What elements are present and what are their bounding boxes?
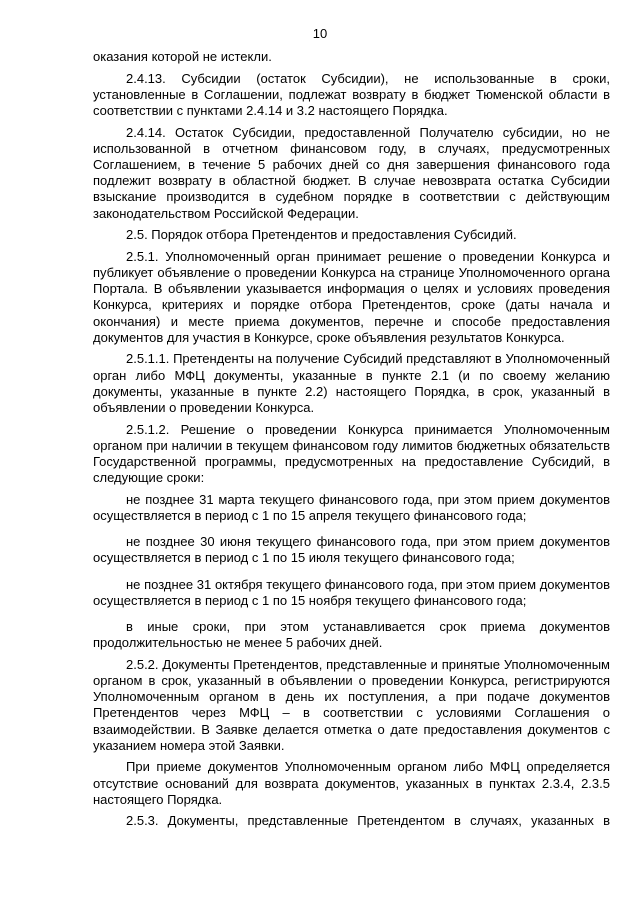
paragraph-2-5-1-1: 2.5.1.1. Претенденты на получение Субсидий представляют в Уполномоченный орган либо МФЦ документы, указанные в пункте 2.1 (и по своему желанию документы, указанные в пункте 2.2) настоящего Порядка, в срок, указанный в объявлении о проведении Конкурса. xyxy=(93,351,610,416)
paragraph-2-5-1: 2.5.1. Уполномоченный орган принимает решение о проведении Конкурса и публикует объявление о проведении Конкурса на странице Уполномоченного органа Портала. В объявлении указывается информация о целях и условиях проведения Конкурса, критериях и порядке отбора Претендентов, сроке (даты начала и окончания) и месте приема документов, перечне и способе предоставления документов для участия в Конкурсе, сроке объявления результатов Конкурса. xyxy=(93,248,610,345)
paragraph-continuation: оказания которой не истекли. xyxy=(93,49,272,64)
paragraph-term-june: не позднее 30 июня текущего финансового года, при этом прием документов осуществляется в период с 1 по 15 июля текущего финансового года; xyxy=(93,534,610,566)
paragraph-2-5-heading: 2.5. Порядок отбора Претендентов и предоставления Субсидий. xyxy=(126,227,517,243)
paragraph-term-march: не позднее 31 марта текущего финансового года, при этом прием документов осуществляется в период с 1 по 15 апреля текущего финансового года; xyxy=(93,491,610,524)
paragraph-2-4-13: 2.4.13. Субсидии (остаток Субсидии), не использованные в сроки, установленные в Соглашении, подлежат возврату в бюджет Тюменской области в соответствии с пунктами 2.4.14 и 3.2 настоящего Порядка. xyxy=(93,70,610,118)
document-body xyxy=(93,49,610,835)
page-number: 10 xyxy=(312,26,328,41)
paragraph-term-october: не позднее 31 октября текущего финансового года, при этом прием документов осуществляется в период с 1 по 15 ноября текущего финансового года; xyxy=(93,576,610,608)
paragraph-term-other: в иные сроки, при этом устанавливается срок приема документов продолжительностью не менее 5 рабочих дней. xyxy=(93,619,610,651)
paragraph-2-4-14: 2.4.14. Остаток Субсидии, предоставленной Получателю субсидии, но не использованной в отчетном финансовом году, в случаях, предусмотренных Соглашением, в течение 5 рабочих дней со дня завершения финансового года подлежит возврату в областной бюджет. В случае невозврата остатка Субсидии взыскание производится в судебном порядке в соответствии с действующим законодательством Российской Федерации. xyxy=(93,124,610,221)
paragraph-2-5-3: 2.5.3. Документы, представленные Претендентом в случаях, указанных в xyxy=(126,813,610,829)
paragraph-2-5-2: 2.5.2. Документы Претендентов, представленные и принятые Уполномоченным органом в срок, указанный в объявлении о проведении Конкурса, регистрируются Уполномоченным органом в день их поступления, а при подаче документов Претендентов через МФЦ – в соответствии с условиями Соглашения о взаимодействии. В Заявке делается отметка о дате предоставления документов с указанием номера этой Заявки. xyxy=(93,656,610,753)
paragraph-2-5-1-2: 2.5.1.2. Решение о проведении Конкурса принимается Уполномоченным органом при наличии в текущем финансовом году лимитов бюджетных обязательств Государственной программы, предусмотренных на предоставление Субсидий, в следующие сроки: xyxy=(93,421,610,486)
paragraph-mfc-check: При приеме документов Уполномоченным органом либо МФЦ определяется отсутствие оснований для возврата документов, указанных в пунктах 2.3.4, 2.3.5 настоящего Порядка. xyxy=(93,759,610,807)
